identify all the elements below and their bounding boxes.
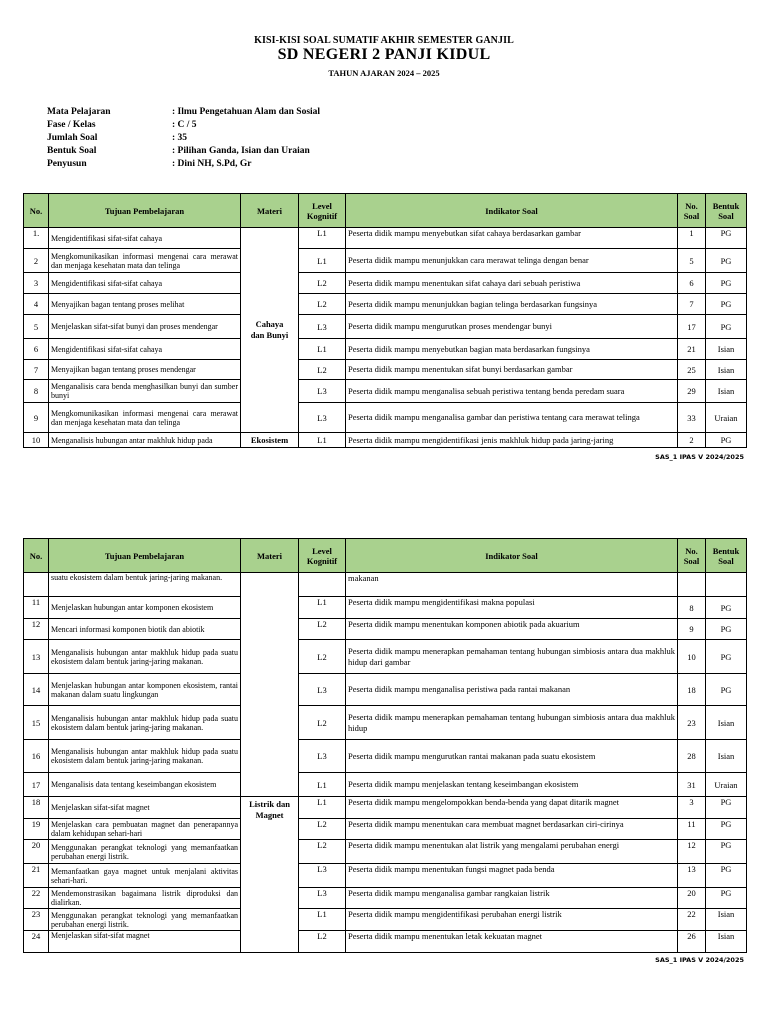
col-header-level-line2: Kognitif	[306, 555, 338, 566]
row-bentuk: Isian	[706, 909, 747, 931]
row-nosoal: 20	[678, 888, 706, 909]
col-header-bentuk	[706, 539, 747, 573]
row-bentuk: PG	[706, 433, 747, 448]
row-indikator: Peserta didik mampu menunjukkan bagian telinga berdasarkan fungsinya	[346, 294, 678, 315]
table-row-continued	[24, 573, 747, 597]
row-indikator: Peserta didik mampu menentukan alat listrik yang mengalami perubahan energi	[346, 840, 678, 864]
row-tujuan: Menjelaskan hubungan antar komponen ekosistem	[49, 597, 241, 619]
col-header-tujuan: Tujuan Pembelajaran	[49, 194, 241, 228]
row-level: L1	[299, 433, 346, 448]
row-level: L2	[299, 294, 346, 315]
row-level: L1	[299, 249, 346, 273]
table-header-row	[24, 194, 747, 228]
row-nosoal: 13	[678, 864, 706, 888]
row-tujuan: Menjelaskan sifat-sifat magnet	[49, 931, 241, 953]
document-metadata	[47, 106, 320, 171]
table-row	[24, 339, 747, 360]
meta-value: : Pilihan Ganda, Isian dan Uraian	[172, 146, 310, 156]
row-no: 5	[24, 315, 49, 339]
meta-value: : C / 5	[172, 120, 197, 130]
row-indikator: Peserta didik mampu mengidentifikasi perubahan energi listrik	[346, 909, 678, 931]
meta-question-count	[47, 132, 320, 145]
table-row	[24, 619, 747, 640]
row-nosoal: 2	[678, 433, 706, 448]
row-level: L3	[299, 380, 346, 403]
row-nosoal: 1	[678, 228, 706, 249]
row-indikator: Peserta didik mampu menentukan cara membuat magnet berdasarkan ciri-cirinya	[346, 819, 678, 840]
row-no: 10	[24, 433, 49, 448]
row-level: L2	[299, 840, 346, 864]
row-nosoal: 28	[678, 740, 706, 773]
row-no: 9	[24, 403, 49, 433]
row-no	[24, 573, 49, 597]
row-level: L3	[299, 403, 346, 433]
row-indikator: Peserta didik mampu mengurutkan proses mendengar bunyi	[346, 315, 678, 339]
row-no: 4	[24, 294, 49, 315]
table-row	[24, 797, 747, 819]
table-row	[24, 228, 747, 249]
row-no: 22	[24, 888, 49, 909]
col-header-nosoal-line1: No.	[685, 200, 698, 211]
table-row	[24, 249, 747, 273]
row-no: 12	[24, 619, 49, 640]
row-no: 6	[24, 339, 49, 360]
row-nosoal: 11	[678, 819, 706, 840]
col-header-nosoal-line2: Soal	[683, 210, 700, 221]
row-bentuk: PG	[706, 674, 747, 706]
table-row	[24, 380, 747, 403]
row-tujuan: Menganalisis hubungan antar makhluk hidup pada suatu ekosistem dalam bentuk jaring-jaring makanan.	[49, 706, 241, 740]
row-no: 16	[24, 740, 49, 773]
row-no: 7	[24, 360, 49, 380]
col-header-nosoal-line1: No.	[685, 545, 698, 556]
row-tujuan: Mengidentifikasi sifat-sifat cahaya	[49, 339, 241, 360]
row-level: L1	[299, 228, 346, 249]
table-row	[24, 273, 747, 294]
table-row	[24, 931, 747, 953]
table-row	[24, 819, 747, 840]
row-no: 18	[24, 797, 49, 819]
grid-table-page-2	[23, 538, 747, 953]
col-header-nosoal-line2: Soal	[683, 555, 700, 566]
row-no: 23	[24, 909, 49, 931]
row-indikator: Peserta didik mampu menerapkan pemahaman tentang hubungan simbiosis antara dua makhluk hidup	[346, 706, 678, 740]
row-level: L3	[299, 315, 346, 339]
school-name: SD NEGERI 2 PANJI KIDUL	[277, 46, 491, 63]
row-no: 15	[24, 706, 49, 740]
row-bentuk: Isian	[706, 706, 747, 740]
row-tujuan: Menganalisis data tentang keseimbangan ekosistem	[49, 773, 241, 797]
row-indikator: Peserta didik mampu menentukan fungsi magnet pada benda	[346, 864, 678, 888]
row-level: L3	[299, 674, 346, 706]
row-tujuan: Memanfaatkan gaya magnet untuk menjalani aktivitas sehari-hari.	[49, 864, 241, 888]
grid-table-page-1	[23, 193, 747, 448]
row-level: L3	[299, 864, 346, 888]
row-level: L2	[299, 706, 346, 740]
materi-line: Cahaya	[255, 319, 284, 329]
row-level: L1	[299, 797, 346, 819]
table-row	[24, 597, 747, 619]
row-tujuan: Menganalisis hubungan antar makhluk hidup pada suatu ekosistem dalam bentuk jaring-jaring makanan.	[49, 640, 241, 674]
row-nosoal	[678, 573, 706, 597]
materi-cahaya-bunyi	[241, 228, 299, 433]
row-bentuk: Uraian	[706, 403, 747, 433]
row-level: L2	[299, 931, 346, 953]
row-indikator: Peserta didik mampu mengidentifikasi makna populasi	[346, 597, 678, 619]
row-tujuan: Menganalisis cara benda menghasilkan bunyi dan sumber bunyi	[49, 380, 241, 403]
row-tujuan: Menganalisis hubungan antar makhluk hidup pada suatu ekosistem dalam bentuk jaring-jaring makanan.	[49, 740, 241, 773]
row-bentuk: Uraian	[706, 773, 747, 797]
row-tujuan: Menjelaskan sifat-sifat bunyi dan proses mendengar	[49, 315, 241, 339]
row-no: 8	[24, 380, 49, 403]
row-bentuk: Isian	[706, 380, 747, 403]
meta-value: : 35	[172, 133, 188, 143]
table-row	[24, 640, 747, 674]
row-indikator: Peserta didik mampu menganalisa gambar rangkaian listrik	[346, 888, 678, 909]
row-bentuk: PG	[706, 619, 747, 640]
row-indikator: Peserta didik mampu menentukan komponen abiotik pada akuarium	[346, 619, 678, 640]
meta-label: Penyusun	[47, 159, 87, 169]
row-bentuk: PG	[706, 864, 747, 888]
col-header-level-line2: Kognitif	[306, 210, 338, 221]
materi-line: Magnet	[255, 810, 284, 820]
row-bentuk: PG	[706, 249, 747, 273]
row-bentuk: PG	[706, 273, 747, 294]
row-nosoal: 8	[678, 597, 706, 619]
row-bentuk: Isian	[706, 740, 747, 773]
row-nosoal: 25	[678, 360, 706, 380]
row-tujuan: suatu ekosistem dalam bentuk jaring-jaring makanan.	[49, 573, 241, 597]
col-header-nosoal	[678, 539, 706, 573]
col-header-no: No.	[24, 539, 49, 573]
row-indikator: Peserta didik mampu menganalisa sebuah peristiwa tentang benda peredam suara	[346, 380, 678, 403]
table-row	[24, 403, 747, 433]
col-header-indikator: Indikator Soal	[346, 194, 678, 228]
col-header-bentuk	[706, 194, 747, 228]
meta-label: Mata Pelajaran	[47, 107, 111, 117]
row-tujuan: Menggunakan perangkat teknologi yang memanfaatkan perubahan energi listrik.	[49, 840, 241, 864]
row-indikator: Peserta didik mampu menentukan sifat bunyi berdasarkan gambar	[346, 360, 678, 380]
row-bentuk: PG	[706, 840, 747, 864]
table-row	[24, 864, 747, 888]
table-row	[24, 674, 747, 706]
row-level: L2	[299, 619, 346, 640]
row-nosoal: 22	[678, 909, 706, 931]
document-title: KISI-KISI SOAL SUMATIF AKHIR SEMESTER GANJIL	[254, 35, 514, 46]
row-bentuk: Isian	[706, 339, 747, 360]
row-nosoal: 26	[678, 931, 706, 953]
row-tujuan: Menganalisis hubungan antar makhluk hidup pada	[49, 433, 241, 448]
page-footer: SAS_1 IPAS V 2024/2025	[655, 956, 744, 964]
col-header-materi: Materi	[241, 539, 299, 573]
col-header-level	[299, 194, 346, 228]
row-tujuan: Mengkomunikasikan informasi mengenai cara merawat dan menjaga kesehatan mata dan telinga	[49, 249, 241, 273]
col-header-bentuk-line2: Soal	[718, 210, 734, 221]
row-indikator: Peserta didik mampu menentukan sifat cahaya dari sebuah peristiwa	[346, 273, 678, 294]
col-header-level-line1: Level	[312, 545, 332, 556]
row-level: L2	[299, 640, 346, 674]
row-no: 24	[24, 931, 49, 953]
page-footer: SAS_1 IPAS V 2024/2025	[655, 453, 744, 461]
row-nosoal: 10	[678, 640, 706, 674]
col-header-tujuan: Tujuan Pembelajaran	[49, 539, 241, 573]
table-header-row	[24, 539, 747, 573]
row-no: 3	[24, 273, 49, 294]
row-level	[299, 573, 346, 597]
row-nosoal: 17	[678, 315, 706, 339]
row-bentuk: PG	[706, 597, 747, 619]
row-bentuk: Isian	[706, 931, 747, 953]
row-tujuan: Menggunakan perangkat teknologi yang memanfaatkan perubahan energi listrik.	[49, 909, 241, 931]
row-indikator: Peserta didik mampu menyebutkan bagian mata berdasarkan fungsinya	[346, 339, 678, 360]
row-no: 17	[24, 773, 49, 797]
row-nosoal: 7	[678, 294, 706, 315]
meta-label: Fase / Kelas	[47, 120, 96, 130]
materi-ekosistem: Ekosistem	[241, 433, 299, 448]
materi-line: dan Bunyi	[250, 330, 289, 340]
row-indikator: Peserta didik mampu menerapkan pemahaman tentang hubungan simbiosis antara dua makhluk hidup dari gambar	[346, 640, 678, 674]
row-level: L1	[299, 773, 346, 797]
row-bentuk	[706, 573, 747, 597]
academic-year: TAHUN AJARAN 2024 – 2025	[328, 68, 440, 78]
row-bentuk: PG	[706, 819, 747, 840]
row-nosoal: 6	[678, 273, 706, 294]
row-tujuan: Mendemonstrasikan bagaimana listrik diproduksi dan dialirkan.	[49, 888, 241, 909]
table-row	[24, 360, 747, 380]
row-no: 20	[24, 840, 49, 864]
col-header-level	[299, 539, 346, 573]
row-indikator: Peserta didik mampu menunjukkan cara merawat telinga dengan benar	[346, 249, 678, 273]
col-header-materi: Materi	[241, 194, 299, 228]
meta-value: : Dini NH, S.Pd, Gr	[172, 159, 252, 169]
row-indikator: Peserta didik mampu menentukan letak kekuatan magnet	[346, 931, 678, 953]
row-indikator: makanan	[346, 573, 678, 597]
row-nosoal: 18	[678, 674, 706, 706]
table-row	[24, 773, 747, 797]
row-level: L2	[299, 819, 346, 840]
row-level: L3	[299, 740, 346, 773]
table-row	[24, 433, 747, 448]
row-tujuan: Menjelaskan hubungan antar komponen ekosistem, rantai makanan dalam suatu lingkungan	[49, 674, 241, 706]
row-level: L2	[299, 360, 346, 380]
row-nosoal: 23	[678, 706, 706, 740]
row-tujuan: Menjelaskan cara pembuatan magnet dan penerapannya dalam kehidupan sehari-hari	[49, 819, 241, 840]
meta-question-type	[47, 145, 320, 158]
meta-label: Bentuk Soal	[47, 146, 97, 156]
row-bentuk: PG	[706, 294, 747, 315]
table-row	[24, 740, 747, 773]
materi-ekosistem-cont	[241, 573, 299, 797]
row-indikator: Peserta didik mampu menjelaskan tentang keseimbangan ekosistem	[346, 773, 678, 797]
row-nosoal: 33	[678, 403, 706, 433]
row-indikator: Peserta didik mampu mengurutkan rantai makanan pada suatu ekosistem	[346, 740, 678, 773]
row-no: 14	[24, 674, 49, 706]
table-row	[24, 315, 747, 339]
row-tujuan: Mengkomunikasikan informasi mengenai cara merawat dan menjaga kesehatan mata dan telinga	[49, 403, 241, 433]
row-tujuan: Menyajikan bagan tentang proses mendengar	[49, 360, 241, 380]
row-bentuk: PG	[706, 797, 747, 819]
row-indikator: Peserta didik mampu menganalisa peristiwa pada rantai makanan	[346, 674, 678, 706]
row-bentuk: PG	[706, 640, 747, 674]
row-tujuan: Menjelaskan sifat-sifat magnet	[49, 797, 241, 819]
row-bentuk: PG	[706, 315, 747, 339]
col-header-nosoal	[678, 194, 706, 228]
row-nosoal: 31	[678, 773, 706, 797]
row-indikator: Peserta didik mampu mengelompokkan benda-benda yang dapat ditarik magnet	[346, 797, 678, 819]
row-tujuan: Mengidentifikasi sifat-sifat cahaya	[49, 228, 241, 249]
row-nosoal: 9	[678, 619, 706, 640]
col-header-level-line1: Level	[312, 200, 332, 211]
row-no: 19	[24, 819, 49, 840]
row-nosoal: 29	[678, 380, 706, 403]
col-header-no: No.	[24, 194, 49, 228]
materi-listrik-magnet	[241, 797, 299, 953]
col-header-bentuk-line2: Soal	[718, 555, 734, 566]
col-header-indikator: Indikator Soal	[346, 539, 678, 573]
table-row	[24, 909, 747, 931]
meta-value: : Ilmu Pengetahuan Alam dan Sosial	[172, 107, 321, 117]
row-level: L1	[299, 339, 346, 360]
col-header-bentuk-line1: Bentuk	[712, 545, 740, 556]
row-nosoal: 21	[678, 339, 706, 360]
meta-label: Jumlah Soal	[47, 133, 98, 143]
row-no: 21	[24, 864, 49, 888]
row-level: L2	[299, 273, 346, 294]
row-nosoal: 12	[678, 840, 706, 864]
row-no: 13	[24, 640, 49, 674]
row-no: 2	[24, 249, 49, 273]
row-tujuan: Mengidentifikasi sifat-sifat cahaya	[49, 273, 241, 294]
row-tujuan: Menyajikan bagan tentang proses melihat	[49, 294, 241, 315]
row-bentuk: PG	[706, 228, 747, 249]
table-row	[24, 888, 747, 909]
row-level: L1	[299, 597, 346, 619]
table-row	[24, 840, 747, 864]
table-row	[24, 294, 747, 315]
row-bentuk: PG	[706, 888, 747, 909]
row-indikator: Peserta didik mampu mengidentifikasi jenis makhluk hidup pada jaring-jaring	[346, 433, 678, 448]
meta-phase-class	[47, 119, 320, 132]
meta-author	[47, 158, 320, 171]
col-header-bentuk-line1: Bentuk	[712, 200, 740, 211]
row-indikator: Peserta didik mampu menyebutkan sifat cahaya berdasarkan gambar	[346, 228, 678, 249]
row-no: 11	[24, 597, 49, 619]
row-nosoal: 3	[678, 797, 706, 819]
row-level: L1	[299, 909, 346, 931]
row-nosoal: 5	[678, 249, 706, 273]
table-row	[24, 706, 747, 740]
meta-subject	[47, 106, 320, 119]
row-tujuan: Mencari informasi komponen biotik dan abiotik	[49, 619, 241, 640]
row-level: L3	[299, 888, 346, 909]
row-indikator: Peserta didik mampu menganalisa gambar dan peristiwa tentang cara merawat telinga	[346, 403, 678, 433]
row-no: 1.	[24, 228, 49, 249]
materi-line: Listrik dan	[249, 799, 290, 809]
row-bentuk: Isian	[706, 360, 747, 380]
